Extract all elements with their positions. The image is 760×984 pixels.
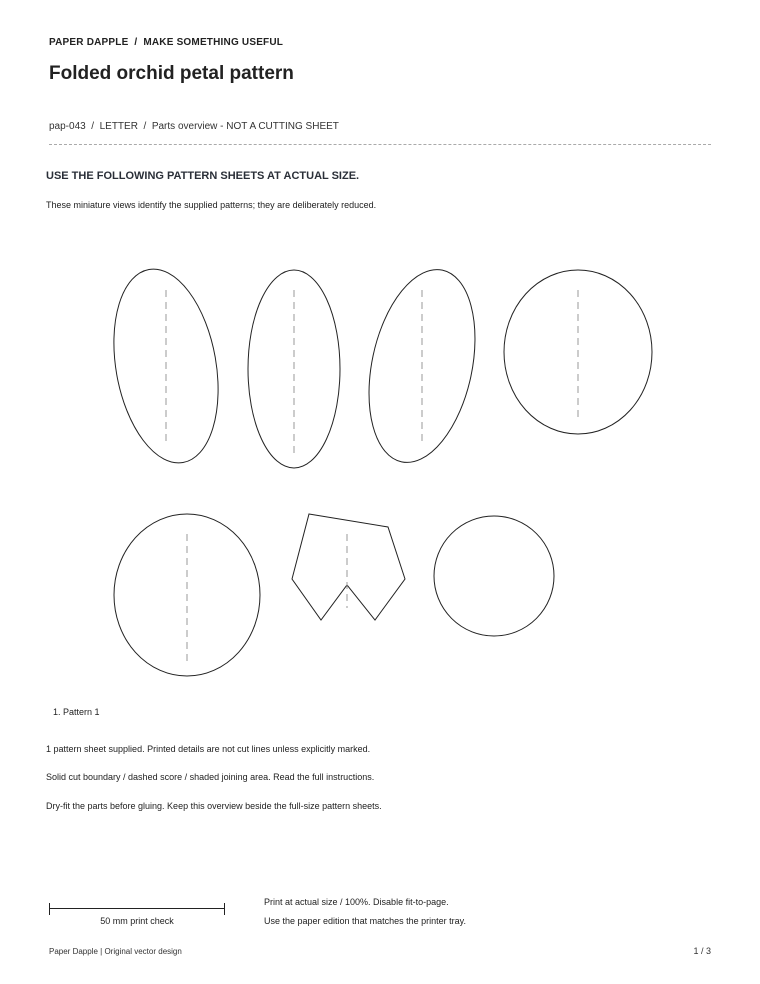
- petal-tilted-right-piece: [353, 260, 492, 473]
- center-disc-piece: [434, 516, 554, 636]
- usage-instruction: USE THE FOLLOWING PATTERN SHEETS AT ACTUAL SIZE.: [46, 170, 360, 182]
- line-legend: Solid cut boundary / dashed score / shaded joining area. Read the full instructions.: [46, 772, 375, 782]
- petal-tilted-left-piece: [100, 261, 233, 471]
- print-instruction: Print at actual size / 100%. Disable fit-to-page.: [264, 897, 449, 907]
- brand-breadcrumb: PAPER DAPPLE / MAKE SOMETHING USEFUL: [49, 37, 284, 48]
- scale-label: 50 mm print check: [100, 916, 174, 926]
- sepal-round-piece: [504, 270, 652, 434]
- scale-tick-left: [49, 903, 50, 915]
- footer-credit: Paper Dapple | Original vector design: [49, 947, 182, 956]
- page-title: Folded orchid petal pattern: [49, 63, 294, 84]
- page-number: 1 / 3: [693, 946, 711, 956]
- miniature-note: These miniature views identify the supplied patterns; they are deliberately reduced.: [46, 200, 377, 210]
- petal-upright-piece: [248, 270, 340, 468]
- pattern-meta: pap-043 / LETTER / Parts overview - NOT A CUTTING SHEET: [49, 121, 339, 132]
- scale-line: [49, 908, 225, 909]
- assembly-tip: Dry-fit the parts before gluing. Keep this overview beside the full-size pattern sheets.: [46, 801, 382, 811]
- pattern-caption: 1. Pattern 1: [53, 707, 100, 717]
- sheet-info: 1 pattern sheet supplied. Printed details are not cut lines unless explicitly marked.: [46, 744, 371, 754]
- scale-bar: [49, 903, 225, 915]
- paper-instruction: Use the paper edition that matches the printer tray.: [264, 916, 466, 926]
- scale-tick-right: [224, 903, 225, 915]
- petal-oval-piece: [114, 514, 260, 676]
- lip-notched-piece: [292, 514, 405, 620]
